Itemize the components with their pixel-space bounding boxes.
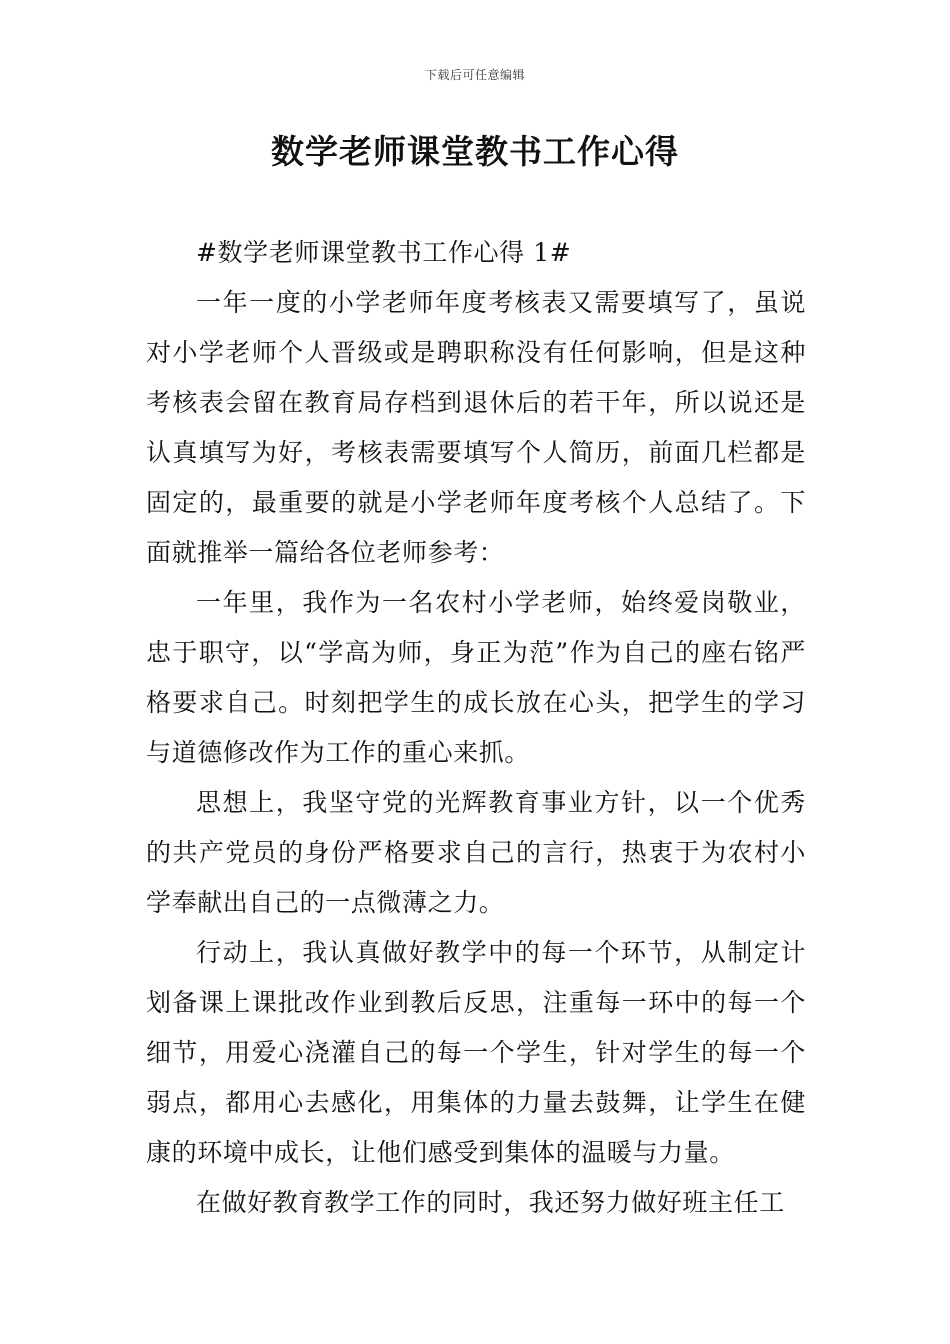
document-body: [146, 228, 806, 1228]
section-heading: #数学老师课堂教书工作心得 1#: [196, 238, 572, 267]
header-note: 下载后可任意编辑: [424, 68, 525, 82]
paragraph: 一年里，我作为一名农村小学老师，始终爱岗敬业，忠于职守，以“学高为师，身正为范”作为自己的座右铭严格要求自己。时刻把学生的成长放在心头，把学生的学习与道德修改作为工作的重心来抓。: [146, 588, 806, 767]
paragraph: 思想上，我坚守党的光辉教育事业方针，以一个优秀的共产党员的身份严格要求自己的言行，热衷于为农村小学奉献出自己的一点微薄之力。: [146, 788, 806, 917]
paragraph: 在做好教育教学工作的同时，我还努力做好班主任工: [196, 1188, 785, 1217]
document-title: 数学老师课堂教书工作心得: [271, 132, 679, 171]
paragraph: 一年一度的小学老师年度考核表又需要填写了，虽说对小学老师个人晋级或是聘职称没有任何影响，但是这种考核表会留在教育局存档到退休后的若干年，所以说还是认真填写为好，考核表需要填写个人简历，前面几栏都是固定的，最重要的就是小学老师年度考核个人总结了。下面就推举一篇给各位老师参考：: [146, 288, 806, 567]
paragraph: 行动上，我认真做好教学中的每一个环节，从制定计划备课上课批改作业到教后反思，注重每一环中的每一个细节，用爱心浇灌自己的每一个学生，针对学生的每一个弱点，都用心去感化，用集体的力量去鼓舞，让学生在健康的环境中成长，让他们感受到集体的温暖与力量。: [146, 938, 806, 1167]
